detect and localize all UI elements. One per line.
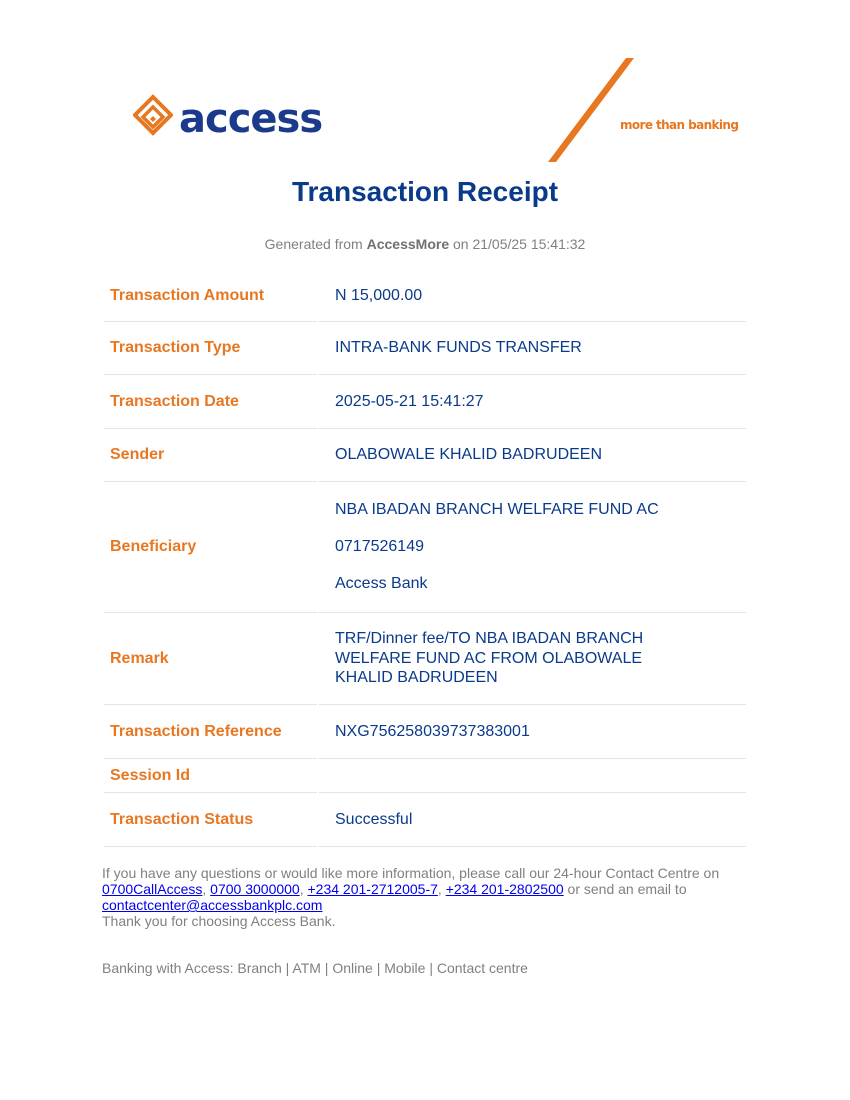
beneficiary-bank: Access Bank bbox=[335, 575, 428, 592]
phone-link-2712005[interactable]: +234 201-2712005-7 bbox=[307, 881, 438, 897]
row-transaction-date bbox=[104, 375, 746, 429]
label-transaction-reference: Transaction Reference bbox=[104, 705, 317, 759]
access-diamond-icon bbox=[133, 93, 173, 145]
value-session-id bbox=[319, 759, 746, 793]
email-intro: or send an email to bbox=[567, 881, 687, 897]
brand-slash-graphic bbox=[546, 56, 636, 164]
value-transaction-amount: N 15,000.00 bbox=[319, 270, 746, 322]
receipt-header bbox=[0, 0, 850, 170]
phone-link-3000000[interactable]: 0700 3000000 bbox=[210, 881, 300, 897]
row-transaction-amount bbox=[104, 270, 746, 322]
label-beneficiary: Beneficiary bbox=[104, 482, 317, 613]
label-transaction-type: Transaction Type bbox=[104, 322, 317, 375]
email-link[interactable]: contactcenter@accessbankplc.com bbox=[102, 897, 323, 913]
row-transaction-reference bbox=[104, 705, 746, 759]
label-transaction-amount: Transaction Amount bbox=[104, 270, 317, 322]
beneficiary-account: 0717526149 bbox=[335, 538, 424, 555]
row-transaction-status bbox=[104, 793, 746, 847]
transaction-details-table bbox=[102, 270, 748, 847]
label-sender: Sender bbox=[104, 429, 317, 482]
generated-info bbox=[0, 236, 850, 252]
beneficiary-name: NBA IBADAN BRANCH WELFARE FUND AC bbox=[335, 501, 659, 518]
value-transaction-reference: NXG756258039737383001 bbox=[319, 705, 746, 759]
contact-info: If you have any questions or would like more information, please call our 24-hour Contact Centre on 0700CallAccess, 0700 3000000, +234 201-2712005-7, +234 201-2802500 or send an email to contactcenter@accessbankplc.com Thank you for choosing Access Bank. bbox=[102, 865, 720, 929]
generated-app-name: AccessMore bbox=[366, 236, 450, 252]
value-transaction-date: 2025-05-21 15:41:27 bbox=[319, 375, 746, 429]
generated-prefix: Generated from bbox=[264, 236, 363, 252]
brand-tagline: more than banking bbox=[620, 118, 739, 132]
label-transaction-date: Transaction Date bbox=[104, 375, 317, 429]
row-remark bbox=[104, 613, 746, 705]
label-transaction-status: Transaction Status bbox=[104, 793, 317, 847]
thanks-text: Thank you for choosing Access Bank. bbox=[102, 913, 336, 929]
banking-channels: Banking with Access: Branch | ATM | Online | Mobile | Contact centre bbox=[102, 960, 528, 976]
label-session-id: Session Id bbox=[104, 759, 317, 793]
value-remark: TRF/Dinner fee/TO NBA IBADAN BRANCH WELFARE FUND AC FROM OLABOWALE KHALID BADRUDEEN bbox=[319, 613, 746, 705]
contact-intro: If you have any questions or would like more information, please call our 24-hour Contact Centre on bbox=[102, 865, 720, 881]
row-beneficiary bbox=[104, 482, 746, 613]
value-sender: OLABOWALE KHALID BADRUDEEN bbox=[319, 429, 746, 482]
row-sender bbox=[104, 429, 746, 482]
value-transaction-type: INTRA-BANK FUNDS TRANSFER bbox=[319, 322, 746, 375]
logo-wordmark: access bbox=[179, 96, 323, 142]
label-remark: Remark bbox=[104, 613, 317, 705]
value-transaction-status: Successful bbox=[319, 793, 746, 847]
access-logo bbox=[133, 93, 322, 145]
generated-suffix: on 21/05/25 15:41:32 bbox=[453, 236, 586, 252]
phone-link-callaccess[interactable]: 0700CallAccess bbox=[102, 881, 203, 897]
row-session-id bbox=[104, 759, 746, 793]
page-title: Transaction Receipt bbox=[291, 176, 559, 207]
phone-link-2802500[interactable]: +234 201-2802500 bbox=[445, 881, 564, 897]
value-beneficiary bbox=[319, 482, 746, 613]
row-transaction-type bbox=[104, 322, 746, 375]
